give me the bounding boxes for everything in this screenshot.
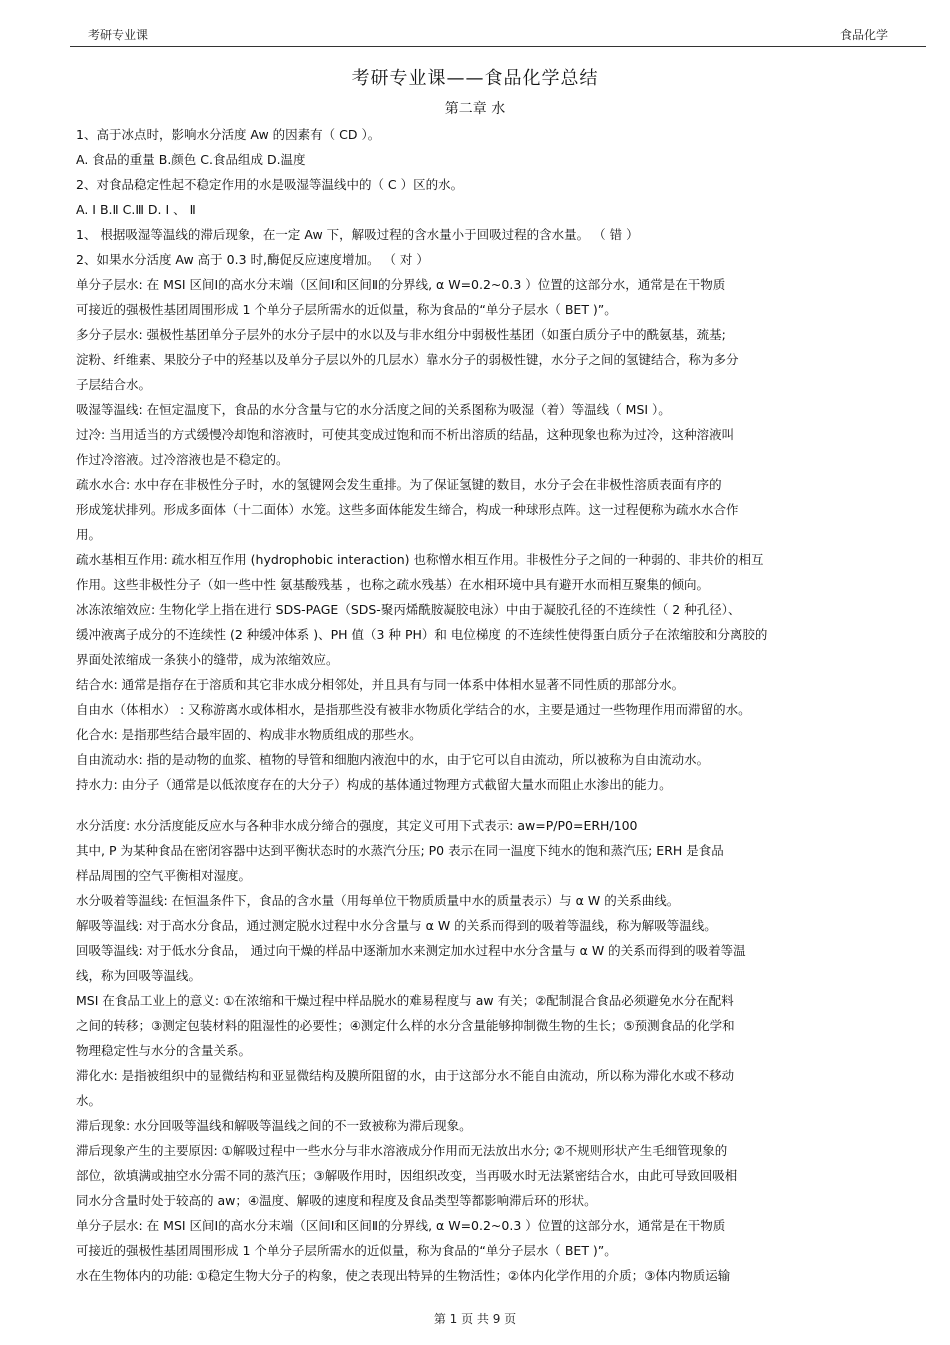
text-line: 过冷: 当用适当的方式缓慢冷却饱和溶液时，可使其变成过饱和而不析出溶质的结晶，这种现象也称为过冷，这种溶液叫 (76, 427, 735, 442)
chapter-heading: 第二章 水 (444, 101, 506, 117)
text-line: 解吸等温线: 对于高水分食品，通过测定脱水过程中水分含量与 α W 的关系而得到的吸着等温线，称为解吸等温线。 (76, 918, 717, 933)
text-line: 回吸等温线: 对于低水分食品， 通过向干燥的样品中逐渐加水来测定加水过程中水分含量与 α W 的关系而得到的吸着等温 (76, 943, 746, 958)
text-line: 单分子层水: 在 MSI 区间Ⅰ的高水分末端（区间Ⅰ和区间Ⅱ的分界线, α W=0.2~0.3 ）位置的这部分水，通常是在干物质 (76, 277, 726, 292)
text-line: 缓冲液离子成分的不连续性 (2 种缓冲体系 )、PH 值（3 种 PH）和 电位梯度 的不连续性使得蛋白质分子在浓缩胶和分离胶的 (76, 627, 768, 642)
text-line: 水在生物体内的功能: ①稳定生物大分子的构象，使之表现出特异的生物活性；②体内化学作用的介质；③体内物质运输 (76, 1268, 731, 1283)
text-line: A. Ⅰ B.Ⅱ C.Ⅲ D. Ⅰ 、 Ⅱ (76, 202, 196, 217)
header-rule (70, 46, 926, 47)
text-line: 疏水水合: 水中存在非极性分子时，水的氢键网会发生重排。为了保证氢键的数目，水分子会在非极性溶质表面有序的 (76, 477, 722, 492)
text-line: 水分活度: 水分活度能反应水与各种非水成分缔合的强度，其定义可用下式表示: aw=P/P0=ERH/100 (76, 818, 638, 833)
text-line: 之间的转移；③测定包装材料的阻湿性的必要性；④测定什么样的水分含量能够抑制微生物的生长；⑤预测食品的化学和 (76, 1018, 735, 1033)
text-line: 线，称为回吸等温线。 (76, 968, 202, 983)
text-line: 2、如果水分活度 Aw 高于 0.3 时,酶促反应速度增加。 （ 对 ） (76, 252, 429, 267)
text-line: 自由流动水: 指的是动物的血浆、植物的导管和细胞内液泡中的水，由于它可以自由流动，所以被称为自由流动水。 (76, 752, 710, 767)
text-line: 水。 (76, 1093, 102, 1108)
text-line: 化合水: 是指那些结合最牢固的、构成非水物质组成的那些水。 (76, 727, 422, 742)
text-line: 多分子层水: 强极性基团单分子层外的水分子层中的水以及与非水组分中弱极性基团（如蛋白质分子中的酰氨基，巯基; (76, 327, 726, 342)
text-line: 物理稳定性与水分的含量关系。 (76, 1043, 252, 1058)
text-line: 吸湿等温线: 在恒定温度下，食品的水分含量与它的水分活度之间的关系图称为吸湿（着）等温线（ MSI ）。 (76, 402, 671, 417)
text-line: 水分吸着等温线: 在恒温条件下，食品的含水量（用每单位干物质质量中水的质量表示）与 α W 的关系曲线。 (76, 893, 680, 908)
text-line: 作过冷溶液。过冷溶液也是不稳定的。 (76, 452, 289, 467)
paragraph-gap (76, 797, 922, 813)
text-line: 结合水: 通常是指存在于溶质和其它非水成分相邻处，并且具有与同一体系中体相水显著不同性质的那部分水。 (76, 677, 685, 692)
text-line: 持水力: 由分子（通常是以低浓度存在的大分子）构成的基体通过物理方式截留大量水而阻止水渗出的能力。 (76, 777, 672, 792)
text-line: 单分子层水: 在 MSI 区间Ⅰ的高水分末端（区间Ⅰ和区间Ⅱ的分界线, α W=0.2~0.3 ）位置的这部分水，通常是在干物质 (76, 1218, 726, 1233)
text-line: 子层结合水。 (76, 377, 152, 392)
text-line: 其中, P 为某种食品在密闭容器中达到平衡状态时的水蒸汽分压; P0 表示在同一温度下纯水的饱和蒸汽压; ERH 是食品 (76, 843, 724, 858)
page-title: 考研专业课——食品化学总结 (351, 68, 599, 89)
text-line: 自由水（体相水） : 又称游离水或体相水，是指那些没有被非水物质化学结合的水，主要是通过一些物理作用而滞留的水。 (76, 702, 751, 717)
text-line: 滞后现象产生的主要原因: ①解吸过程中一些水分与非水溶液成分作用而无法放出水分; ②不规则形状产生毛细管现象的 (76, 1143, 728, 1158)
header-left: 考研专业课 (88, 28, 149, 42)
text-line: 样品周围的空气平衡相对湿度。 (76, 868, 252, 883)
text-line: 部位，欲填满或抽空水分需不同的蒸汽压；③解吸作用时，因组织改变，当再吸水时无法紧密结合水，由此可导致回吸相 (76, 1168, 738, 1183)
text-line: A. 食品的重量 B.颜色 C.食品组成 D.温度 (76, 152, 306, 167)
text-line: 用。 (76, 527, 102, 542)
text-line: 界面处浓缩成一条狭小的缝带，成为浓缩效应。 (76, 652, 339, 667)
text-line: 1、 根据吸湿等温线的滞后现象，在一定 Aw 下，解吸过程的含水量小于回吸过程的含水量。 （ 错 ） (76, 227, 639, 242)
text-line: 2、对食品稳定性起不稳定作用的水是吸湿等温线中的（ C ）区的水。 (76, 177, 464, 192)
text-line: 疏水基相互作用: 疏水相互作用 (hydrophobic interaction) 也称憎水相互作用。非极性分子之间的一种弱的、非共价的相互 (76, 552, 764, 567)
text-line: 同水分含量时处于较高的 aw；④温度、解吸的速度和程度及食品类型等都影响滞后环的形状。 (76, 1193, 597, 1208)
text-line: 滞化水: 是指被组织中的显微结构和亚显微结构及膜所阻留的水，由于这部分水不能自由流动，所以称为滞化水或不移动 (76, 1068, 735, 1083)
text-line: MSI 在食品工业上的意义: ①在浓缩和干燥过程中样品脱水的难易程度与 aw 有关；②配制混合食品必须避免水分在配料 (76, 993, 734, 1008)
text-line: 1、高于冰点时，影响水分活度 Aw 的因素有（ CD ）。 (76, 127, 381, 142)
text-line: 滞后现象: 水分回吸等温线和解吸等温线之间的不一致被称为滞后现象。 (76, 1118, 472, 1133)
text-line: 冰冻浓缩效应: 生物化学上指在进行 SDS-PAGE（SDS-聚丙烯酰胺凝胶电泳）中由于凝胶孔径的不连续性（ 2 种孔径）、 (76, 602, 741, 617)
text-line: 形成笼状排列。形成多面体（十二面体）水笼。这些多面体能发生缔合，构成一种球形点阵。这一过程便称为疏水水合作 (76, 502, 739, 517)
text-line: 作用。这些非极性分子（如一些中性 氨基酸残基 ，也称之疏水残基）在水相环境中具有避开水而相互聚集的倾向。 (76, 577, 709, 592)
text-line: 可接近的强极性基团周围形成 1 个单分子层所需水的近似量，称为食品的“单分子层水（ BET )”。 (76, 1243, 617, 1258)
document-body (76, 122, 922, 1288)
header-right: 食品化学 (839, 28, 888, 42)
text-line: 可接近的强极性基团周围形成 1 个单分子层所需水的近似量，称为食品的“单分子层水（ BET )”。 (76, 302, 617, 317)
page-footer: 第 1 页 共 9 页 (433, 1312, 517, 1326)
text-line: 淀粉、纤维素、果胶分子中的羟基以及单分子层以外的几层水）靠水分子的弱极性键，水分子之间的氢键结合，称为多分 (76, 352, 739, 367)
